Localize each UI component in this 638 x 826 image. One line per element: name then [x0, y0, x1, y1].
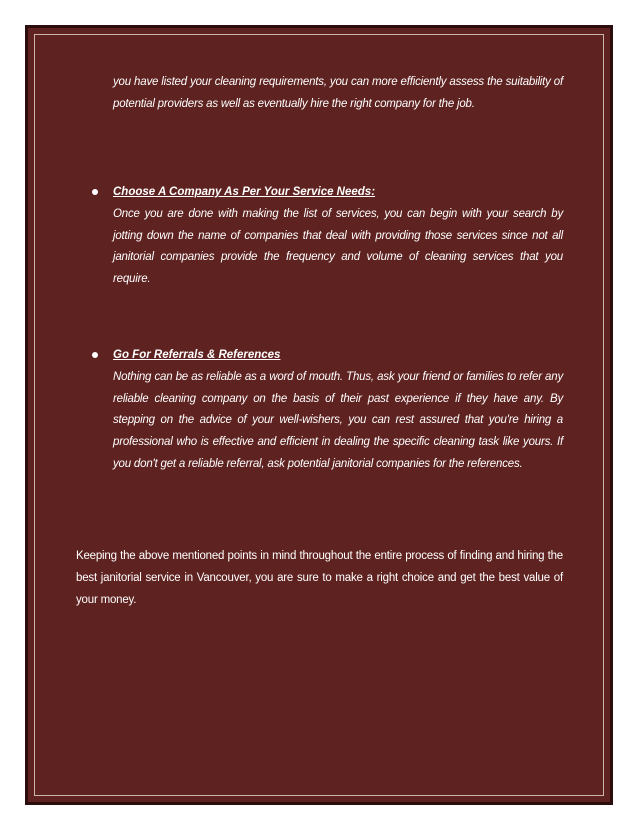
- bullet-heading: Go For Referrals & References: [113, 349, 281, 361]
- bullet-icon: [92, 352, 98, 358]
- closing-paragraph: Keeping the above mentioned points in mind throughout the entire process of finding and hiring the best janitorial service in Vancouver, you are sure to make a right choice and get the best value of your money.: [76, 550, 563, 606]
- bullet-item-referrals: [113, 345, 563, 476]
- bullet-heading: Choose A Company As Per Your Service Needs:: [113, 186, 376, 198]
- bullet-icon: [92, 189, 98, 195]
- bullet-body: Nothing can be as reliable as a word of mouth. Thus, ask your friend or families to refer any reliable cleaning company on the basis of their past experience if they have any. By stepping on the advice of your well-wishers, you can rest assured that you're hiring a professional who is effective and efficient in dealing the specific cleaning task like yours. If you don't get a reliable referral, ask potential janitorial companies for the references.: [113, 370, 563, 470]
- intro-paragraph: you have listed your cleaning requirements, you can more efficiently assess the suitability of potential providers as well as eventually hire the right company for the job.: [113, 76, 563, 110]
- bullet-item-choose-company: [113, 182, 563, 291]
- bullet-body: Once you are done with making the list of services, you can begin with your search by jotting down the name of companies that deal with providing those services since not all janitorial companies provide the frequency and volume of cleaning services that you require.: [113, 207, 563, 286]
